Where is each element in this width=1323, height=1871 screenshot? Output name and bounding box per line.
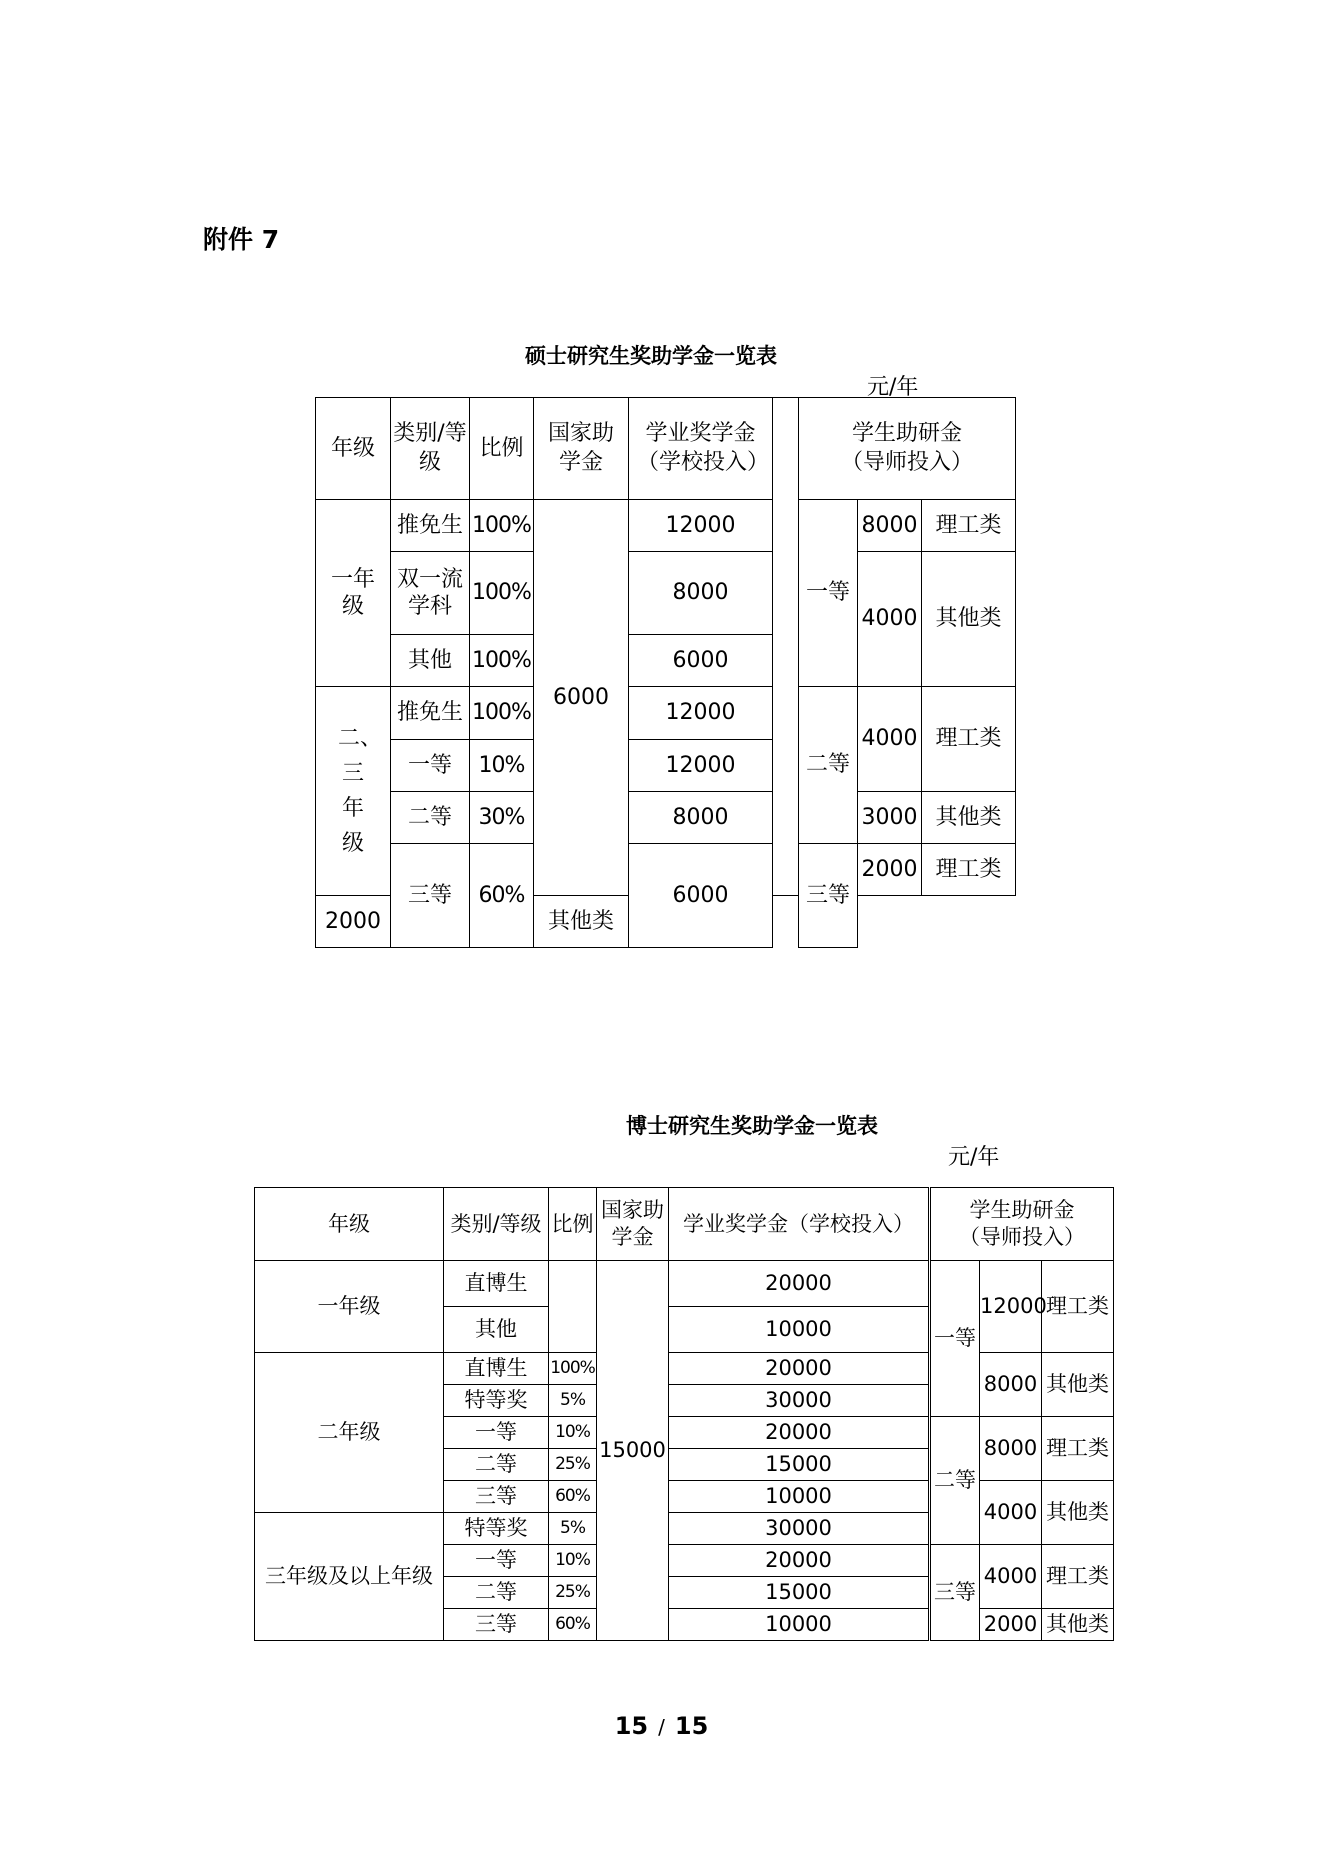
assistant-level: 一等: [930, 1261, 980, 1417]
category-cell: 其他: [444, 1307, 549, 1353]
assistant-type: 理工类: [922, 844, 1016, 896]
category-cell: 双一流学科: [391, 552, 470, 635]
category-cell: 直博生: [444, 1261, 549, 1307]
doctor-table-title: 博士研究生奖助学金一览表: [626, 1114, 878, 1138]
grade-first-year: 一年级: [255, 1261, 444, 1353]
header-national-grant: 国家助学金: [534, 398, 629, 500]
header-ratio: 比例: [470, 398, 534, 500]
category-cell: 一等: [444, 1417, 549, 1449]
grade-first-year: 一年级: [316, 500, 391, 687]
header-academic-scholarship: 学业奖学金（学校投入）: [669, 1188, 930, 1261]
academic-value: 20000: [669, 1417, 930, 1449]
academic-value: 15000: [669, 1449, 930, 1481]
assistant-type: 理工类: [1042, 1417, 1114, 1481]
academic-value: 20000: [669, 1353, 930, 1385]
category-cell: 三等: [444, 1609, 549, 1641]
grade-second-year: 二年级: [255, 1353, 444, 1513]
ratio-cell: 60%: [549, 1609, 597, 1641]
category-cell: 特等奖: [444, 1513, 549, 1545]
master-table-title: 硕士研究生奖助学金一览表: [525, 344, 777, 368]
category-cell: 二等: [444, 1449, 549, 1481]
academic-value: 10000: [669, 1307, 930, 1353]
category-cell: 一等: [444, 1545, 549, 1577]
category-cell: 二等: [391, 792, 470, 844]
national-grant-value: 15000: [597, 1261, 669, 1641]
assistant-type: 理工类: [1042, 1545, 1114, 1609]
academic-value: 30000: [669, 1513, 930, 1545]
ratio-cell: 60%: [549, 1481, 597, 1513]
header-research-assistant: 学生助研金（导师投入）: [799, 398, 1016, 500]
assistant-amount: 4000: [980, 1545, 1042, 1609]
category-cell: 特等奖: [444, 1385, 549, 1417]
assistant-type: 其他类: [534, 896, 629, 948]
category-cell: 三等: [444, 1481, 549, 1513]
academic-value: 6000: [629, 844, 773, 948]
ratio-cell: 10%: [549, 1417, 597, 1449]
ratio-cell: 10%: [549, 1545, 597, 1577]
assistant-type: 其他类: [1042, 1481, 1114, 1545]
assistant-level: 三等: [930, 1545, 980, 1641]
academic-value: 12000: [629, 687, 773, 740]
assistant-type: 其他类: [1042, 1353, 1114, 1417]
grade-second-third-year: 二、三年级: [316, 687, 391, 896]
table-gap-column: [773, 398, 799, 896]
ratio-cell: 30%: [470, 792, 534, 844]
header-research-assistant: 学生助研金（导师投入）: [930, 1188, 1114, 1261]
assistant-type: 理工类: [922, 687, 1016, 792]
ratio-cell: 100%: [470, 500, 534, 552]
category-cell: 推免生: [391, 500, 470, 552]
header-grade: 年级: [255, 1188, 444, 1261]
ratio-cell: 100%: [470, 687, 534, 740]
category-cell: 一等: [391, 740, 470, 792]
page-number: [0, 1712, 1323, 1740]
academic-value: 10000: [669, 1481, 930, 1513]
assistant-level: 三等: [799, 844, 858, 948]
current-page: 15: [614, 1712, 649, 1740]
category-cell: 推免生: [391, 687, 470, 740]
academic-value: 20000: [669, 1545, 930, 1577]
category-cell: 三等: [391, 844, 470, 948]
ratio-cell: 60%: [470, 844, 534, 948]
header-grade: 年级: [316, 398, 391, 500]
category-cell: 直博生: [444, 1353, 549, 1385]
assistant-type: 理工类: [1042, 1261, 1114, 1353]
assistant-amount: 2000: [316, 896, 391, 948]
ratio-cell: 5%: [549, 1513, 597, 1545]
annex-label: 附件 7: [203, 225, 280, 254]
master-unit: 元/年: [867, 375, 919, 400]
ratio-cell: 25%: [549, 1449, 597, 1481]
assistant-amount: 4000: [858, 552, 922, 687]
ratio-cell: 10%: [470, 740, 534, 792]
ratio-cell: 5%: [549, 1385, 597, 1417]
assistant-amount: 4000: [858, 687, 922, 792]
assistant-amount: 8000: [980, 1417, 1042, 1481]
ratio-cell: [549, 1261, 597, 1353]
assistant-amount: 2000: [980, 1609, 1042, 1641]
header-ratio: 比例: [549, 1188, 597, 1261]
ratio-cell: 100%: [470, 635, 534, 687]
header-category: 类别/等级: [391, 398, 470, 500]
assistant-type: 其他类: [1042, 1609, 1114, 1641]
category-cell: 其他: [391, 635, 470, 687]
ratio-cell: 100%: [549, 1353, 597, 1385]
academic-value: 6000: [629, 635, 773, 687]
assistant-amount: 12000: [980, 1261, 1042, 1353]
ratio-cell: 25%: [549, 1577, 597, 1609]
academic-value: 8000: [629, 792, 773, 844]
academic-value: 30000: [669, 1385, 930, 1417]
academic-value: 15000: [669, 1577, 930, 1609]
assistant-type: 理工类: [922, 500, 1016, 552]
assistant-amount: 2000: [858, 844, 922, 896]
national-grant-value: 6000: [534, 500, 629, 896]
assistant-level: 一等: [799, 500, 858, 687]
assistant-type: 其他类: [922, 552, 1016, 687]
assistant-amount: 4000: [980, 1481, 1042, 1545]
academic-value: 8000: [629, 552, 773, 635]
header-academic-scholarship: 学业奖学金（学校投入）: [629, 398, 773, 500]
academic-value: 12000: [629, 740, 773, 792]
assistant-level: 二等: [799, 687, 858, 844]
assistant-amount: 3000: [858, 792, 922, 844]
doctor-scholarship-table: [254, 1187, 1114, 1641]
assistant-level: 二等: [930, 1417, 980, 1545]
assistant-amount: 8000: [980, 1353, 1042, 1417]
page-separator: /: [658, 1715, 665, 1739]
header-category: 类别/等级: [444, 1188, 549, 1261]
assistant-amount: 8000: [858, 500, 922, 552]
master-scholarship-table: [315, 397, 1016, 948]
grade-third-year-and-above: 三年级及以上年级: [255, 1513, 444, 1641]
doctor-unit: 元/年: [948, 1145, 1000, 1170]
academic-value: 20000: [669, 1261, 930, 1307]
header-national-grant: 国家助学金: [597, 1188, 669, 1261]
total-pages: 15: [674, 1712, 709, 1740]
academic-value: 12000: [629, 500, 773, 552]
assistant-type: 其他类: [922, 792, 1016, 844]
category-cell: 二等: [444, 1577, 549, 1609]
ratio-cell: 100%: [470, 552, 534, 635]
academic-value: 10000: [669, 1609, 930, 1641]
